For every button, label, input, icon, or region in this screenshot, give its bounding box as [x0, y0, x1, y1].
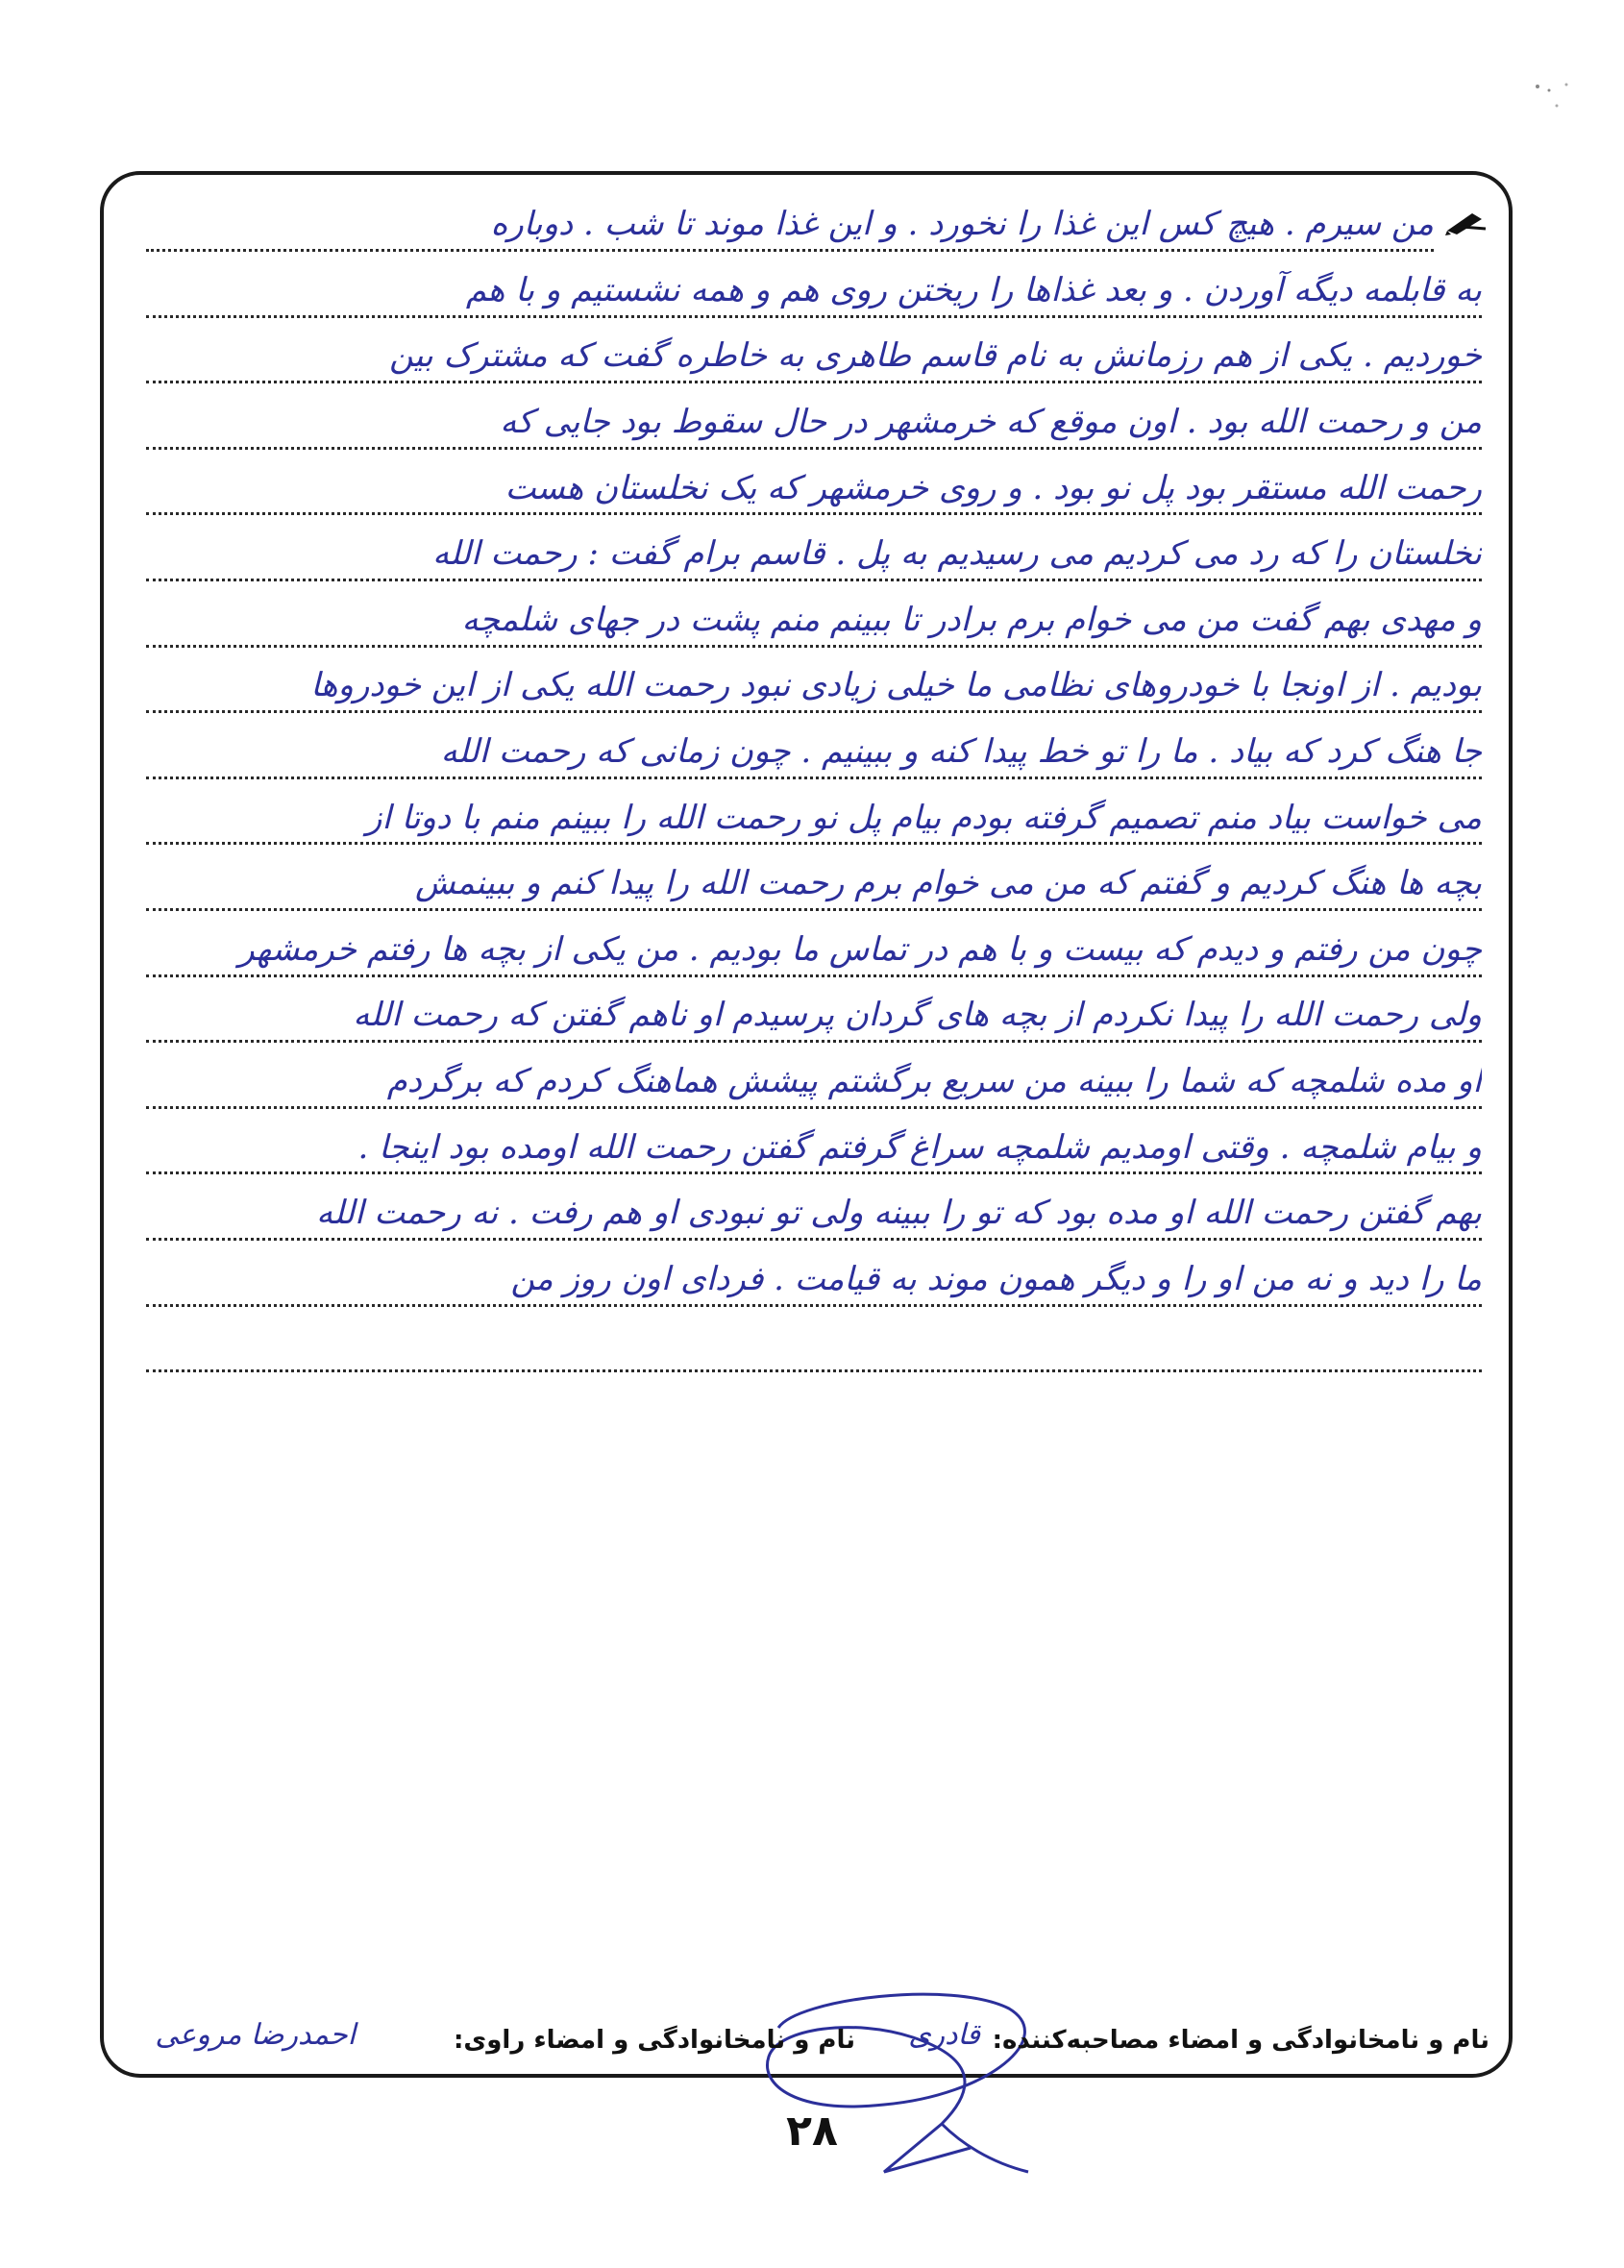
handwritten-text: و بیام شلمچه . وقتی اومدیم شلمچه سراغ گرفتم گفتن رحمت الله اومده بود اینجا . [357, 1127, 1482, 1167]
handwritten-text: بهم گفتن رحمت الله او مده بود که تو را ببینه ولی تو نبودی او هم رفت . نه رحمت الله [316, 1194, 1482, 1233]
handwritten-text: من و رحمت الله بود . اون موقع که خرمشهر در حال سقوط بود جایی که [500, 403, 1482, 441]
handwritten-text: ما را دید و نه من او را و دیگر همون موند به قیامت . فردای اون روز من [510, 1259, 1482, 1298]
corner-marks-icon [1528, 77, 1586, 115]
interviewer-signature: قادری [908, 2018, 980, 2052]
narrator-signature: احمدرضا مروعی [155, 2018, 356, 2052]
handwritten-text: جا هنگ کرد که بیاد . ما را تو خط پیدا کنه و ببینیم . چون زمانی که رحمت الله [440, 732, 1482, 771]
handwritten-text: رحمت الله مستقر بود پل نو بود . و روی خرمشهر که یک نخلستان هست [504, 468, 1482, 507]
signature-footer [125, 2018, 1489, 2066]
handwritten-text: من سیرم . هیچ کس این غذا را نخورد . و این غذا موند تا شب . دوباره [490, 205, 1434, 244]
handwritten-text: بچه ها هنگ کردیم و گفتم که من می خوام برم رحمت الله را پیدا کنم و ببینمش [415, 864, 1482, 903]
handwritten-text: چون من رفتم و دیدم که بیست و با هم در تماس ما بودیم . من یکی از بچه ها رفتم خرمشهر [238, 929, 1482, 969]
pencil-icon [1443, 208, 1488, 236]
page-number: ۲۸ [786, 2107, 838, 2156]
handwritten-text: خوردیم . یکی از هم رزمانش به نام قاسم طاهری به خاطره گفت که مشترک بین [389, 336, 1482, 376]
handwritten-text: بودیم . از اونجا با خودروهای نظامی ما خیلی زیادی نبود رحمت الله یکی از این خودروها [310, 666, 1482, 705]
handwritten-text: ولی رحمت الله را پیدا نکردم از بچه های گردان پرسیدم او ناهم گفتن که رحمت الله [353, 996, 1482, 1035]
narrator-label: نام و نامخانوادگی و امضاء راوی: [454, 2026, 855, 2055]
handwritten-text: می خواست بیاد منم تصمیم گرفته بودم بیام پل نو رحمت الله را ببینم منم با دوتا از [366, 798, 1482, 837]
handwritten-text: نخلستان را که رد می کردیم می رسیدیم به پل . قاسم برام گفت : رحمت الله [432, 534, 1482, 574]
signature-flourish-icon [740, 1980, 1220, 2210]
handwritten-text: او مده شلمچه که شما را ببینه من سریع برگشتم پیشش هماهنگ کردم که برگردم [386, 1062, 1482, 1100]
handwritten-text: و مهدی بهم گفت من می خوام برم برادر تا ببینم منم پشت در جهای شلمچه [461, 600, 1482, 639]
text-line [146, 1295, 1482, 1372]
handwritten-text: به قابلمه دیگه آوردن . و بعد غذاها را ریختن روی هم و همه نشستیم و با هم [465, 270, 1482, 309]
interviewer-label: نام و نامخانوادگی و امضاء مصاحبه‌کننده: [992, 2026, 1489, 2055]
dotted-rule [146, 1369, 1482, 1372]
